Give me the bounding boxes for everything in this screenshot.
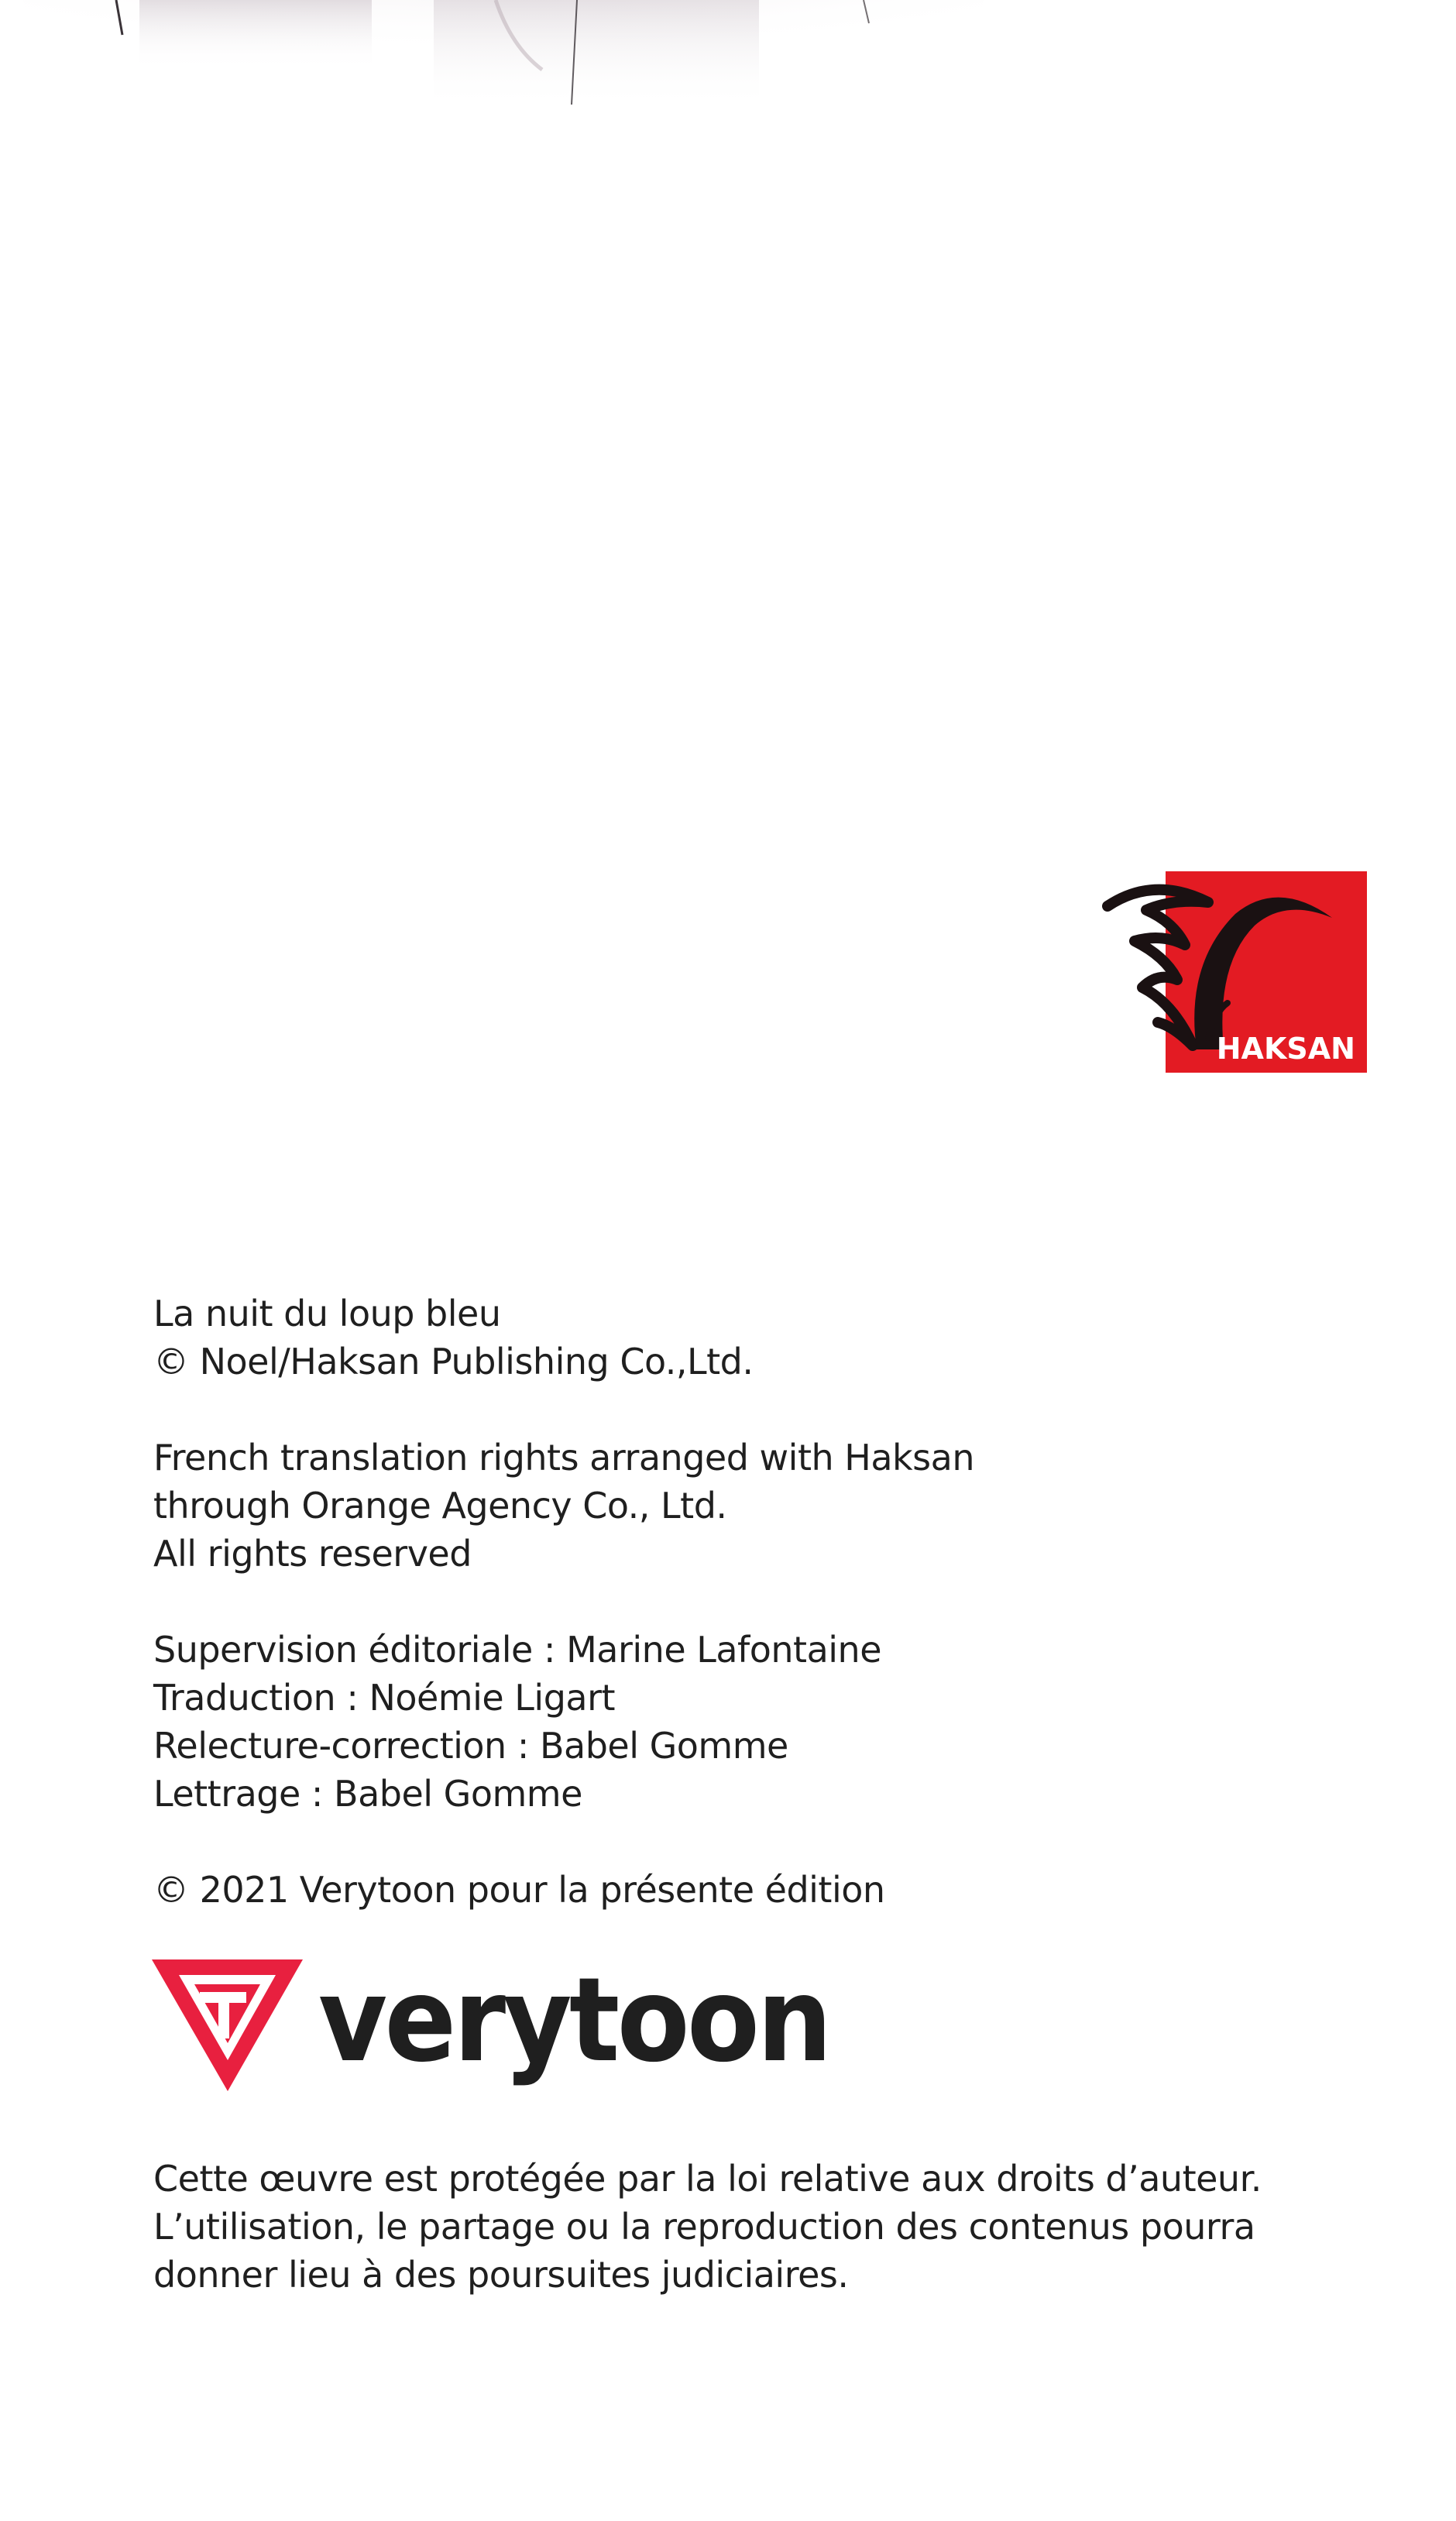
legal-line-2: L’utilisation, le partage ou la reproduction des contenus pourra [153, 2206, 1255, 2248]
work-title: La nuit du loup bleu [153, 1293, 501, 1334]
translation-credit: Traduction : Noémie Ligart [153, 1677, 616, 1719]
credits-block [153, 1290, 1315, 1914]
original-copyright: © Noel/Haksan Publishing Co.,Ltd. [153, 1341, 754, 1382]
haksan-logo-text: HAKSAN [1216, 1032, 1355, 1066]
legal-line-1: Cette œuvre est protégée par la loi relative aux droits d’auteur. [153, 2158, 1262, 2200]
lettering-credit: Lettrage : Babel Gomme [153, 1773, 582, 1815]
rights-line-2: through Orange Agency Co., Ltd. [153, 1485, 727, 1527]
verytoon-wordmark: verytoon [318, 1953, 829, 2088]
edition-copyright: © 2021 Verytoon pour la présente édition [153, 1869, 885, 1911]
verytoon-emblem-icon [152, 1959, 303, 2091]
panel-art-remnant [0, 0, 1456, 132]
editorial-supervision: Supervision éditoriale : Marine Lafontaine [153, 1629, 882, 1671]
rights-line-3: All rights reserved [153, 1533, 472, 1575]
rights-line-1: French translation rights arranged with Haksan [153, 1437, 974, 1479]
legal-notice [153, 2155, 1392, 2299]
verytoon-logo [152, 1944, 849, 2099]
proofreading-credit: Relecture-correction : Babel Gomme [153, 1725, 788, 1767]
haksan-logo [1100, 871, 1367, 1073]
legal-line-3: donner lieu à des poursuites judiciaires. [153, 2254, 849, 2296]
